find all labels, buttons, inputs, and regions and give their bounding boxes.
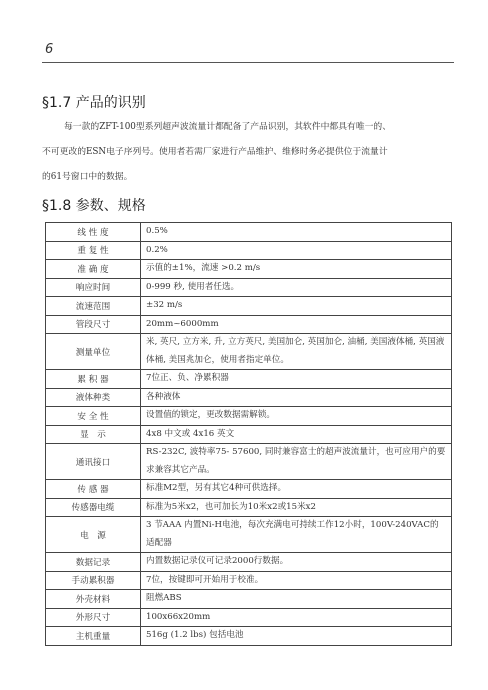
table-row <box>46 425 452 444</box>
spec-value: 阻燃ABS <box>141 590 452 609</box>
table-row <box>46 571 452 590</box>
paragraph-line: 每一款的ZFT-100型系列超声波流量计都配备了产品识别，其软件中都具有唯一的、 <box>64 122 392 132</box>
spec-value: 100x66x20mm <box>141 608 452 627</box>
spec-key: 传感器电缆 <box>46 498 141 517</box>
spec-key: 响应时间 <box>46 278 141 297</box>
table-row <box>46 608 452 627</box>
spec-value: 各种液体 <box>141 388 452 407</box>
spec-key: 液体种类 <box>46 388 141 407</box>
spec-key: 外形尺寸 <box>46 608 141 627</box>
spec-value: 4x8 中文或 4x16 英文 <box>141 425 452 444</box>
page-number: 6 <box>45 42 54 57</box>
table-row <box>46 480 452 499</box>
spec-value: 0.5% <box>141 223 452 242</box>
spec-key: 安 全 性 <box>46 407 141 426</box>
table-row <box>46 407 452 426</box>
spec-value: 7位正、负、净累积器 <box>141 370 452 389</box>
table-row <box>46 498 452 517</box>
spec-value: 示值的±1%，流速 >0.2 m/s <box>141 260 452 279</box>
table-row <box>46 444 452 480</box>
table-row <box>46 553 452 572</box>
table-row <box>46 297 452 316</box>
spec-value: 米, 英尺, 立方米, 升, 立方英尺, 美国加仑, 英国加仑, 油桶, 美国液体桶, 英国液体桶, 美国兆加仑，使用者指定单位。 <box>141 334 452 370</box>
spec-key: 测量单位 <box>46 334 141 370</box>
spec-value: RS-232C, 波特率75- 57600, 同时兼容富士的超声波流量计，也可应用户的要求兼容其它产品。 <box>141 444 452 480</box>
spec-key: 流速范围 <box>46 297 141 316</box>
table-row <box>46 334 452 370</box>
table-row <box>46 517 452 553</box>
spec-table <box>45 222 452 646</box>
header-rule <box>42 62 454 63</box>
spec-key: 通讯接口 <box>46 444 141 480</box>
spec-value: ±32 m/s <box>141 297 452 316</box>
spec-value: 0-999 秒, 使用者任选。 <box>141 278 452 297</box>
spec-value: 标准M2型，另有其它4种可供选择。 <box>141 480 452 499</box>
table-row <box>46 627 452 646</box>
table-row <box>46 278 452 297</box>
table-row <box>46 590 452 609</box>
spec-key: 外壳材料 <box>46 590 141 609</box>
table-row <box>46 241 452 260</box>
spec-key: 重 复 性 <box>46 241 141 260</box>
table-row <box>46 370 452 389</box>
spec-key: 累 积 器 <box>46 370 141 389</box>
spec-value: 516g (1.2 lbs) 包括电池 <box>141 627 452 646</box>
table-row <box>46 260 452 279</box>
spec-key: 数据记录 <box>46 553 141 572</box>
spec-value: 内置数据记录仪可记录2000行数据。 <box>141 553 452 572</box>
paragraph-line: 不可更改的ESN电子序列号。使用者若需厂家进行产品维护、维修时务必提供位于流量计 <box>42 147 388 157</box>
product-identification-paragraph <box>42 115 456 190</box>
table-row <box>46 315 452 334</box>
spec-value: 设置值的锁定，更改数据需解锁。 <box>141 407 452 426</box>
spec-key: 传 感 器 <box>46 480 141 499</box>
spec-key: 电 源 <box>46 517 141 553</box>
section-title-parameters: §1.8 参数、规格 <box>42 198 146 214</box>
spec-value: 7位，按键即可开始用于校准。 <box>141 571 452 590</box>
spec-value: 0.2% <box>141 241 452 260</box>
spec-key: 线 性 度 <box>46 223 141 242</box>
spec-key: 准 确 度 <box>46 260 141 279</box>
spec-key: 主机重量 <box>46 627 141 646</box>
spec-key: 显 示 <box>46 425 141 444</box>
paragraph-line: 的61号窗口中的数据。 <box>42 172 133 182</box>
spec-value: 20mm~6000mm <box>141 315 452 334</box>
spec-value: 3 节AAA 内置Ni-H电池，每次充满电可持续工作12小时，100V-240VAC的适配器 <box>141 517 452 553</box>
table-row <box>46 388 452 407</box>
section-title-product-identification: §1.7 产品的识别 <box>42 95 146 111</box>
spec-key: 管段尺寸 <box>46 315 141 334</box>
spec-value: 标准为5米x2，也可加长为10米x2或15米x2 <box>141 498 452 517</box>
table-row <box>46 223 452 242</box>
spec-key: 手动累积器 <box>46 571 141 590</box>
